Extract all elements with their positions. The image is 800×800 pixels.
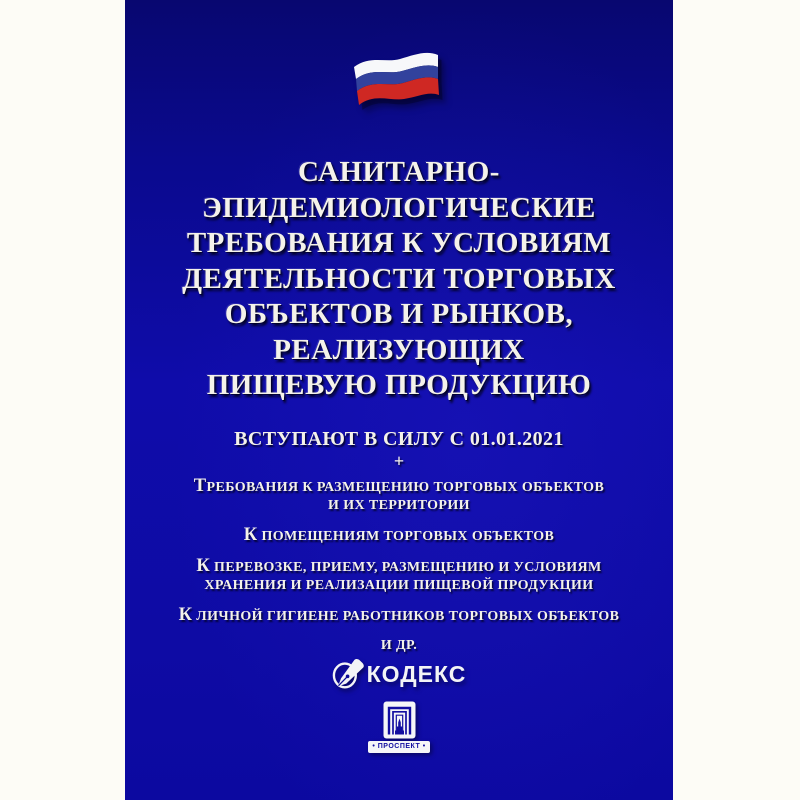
title-line: ЭПИДЕМИОЛОГИЧЕСКИЕ bbox=[202, 191, 596, 224]
title-line: ТРЕБОВАНИЯ К УСЛОВИЯМ bbox=[186, 227, 612, 259]
title-line: РЕАЛИЗУЮЩИХ bbox=[273, 333, 525, 366]
title-line: ДЕЯТЕЛЬНОСТИ ТОРГОВЫХ bbox=[182, 262, 616, 295]
contents-line: ТРЕБОВАНИЯ К РАЗМЕЩЕНИЮ ТОРГОВЫХ ОБЪЕКТОВ bbox=[193, 476, 605, 496]
kodeks-pen-icon bbox=[332, 659, 365, 690]
kodeks-label: КОДЕКС bbox=[366, 661, 467, 687]
contents-list bbox=[125, 477, 673, 666]
contents-item bbox=[125, 637, 673, 655]
effective-date: ВСТУПАЮТ В СИЛУ С 01.01.2021 bbox=[234, 428, 564, 450]
contents-line: И ДР. bbox=[380, 638, 418, 653]
contents-item bbox=[125, 557, 673, 595]
contents-item bbox=[125, 526, 673, 546]
prospekt-emblem-icon bbox=[383, 701, 416, 739]
book-cover bbox=[125, 0, 673, 800]
prospekt-publisher-logo bbox=[125, 701, 673, 753]
contents-line: ХРАНЕНИЯ И РЕАЛИЗАЦИИ ПИЩЕВОЙ ПРОДУКЦИИ bbox=[204, 578, 594, 593]
contents-line: К ПОМЕЩЕНИЯМ ТОРГОВЫХ ОБЪЕКТОВ bbox=[243, 525, 555, 545]
title-line: ПИЩЕВУЮ ПРОДУКЦИЮ bbox=[206, 369, 592, 401]
contents-item bbox=[125, 477, 673, 515]
plus-separator: + bbox=[393, 451, 405, 471]
contents-line: К ПЕРЕВОЗКЕ, ПРИЕМУ, РАЗМЕЩЕНИЮ И УСЛОВИЯМ bbox=[196, 556, 602, 576]
contents-line: И ИХ ТЕРРИТОРИИ bbox=[328, 498, 470, 513]
kodeks-publisher-logo bbox=[125, 659, 673, 690]
book-title bbox=[125, 155, 673, 404]
russia-flag-icon bbox=[347, 46, 447, 112]
title-line: САНИТАРНО- bbox=[298, 156, 500, 188]
prospekt-label: • ПРОСПЕКТ • bbox=[368, 741, 429, 753]
contents-item bbox=[125, 606, 673, 626]
contents-line: К ЛИЧНОЙ ГИГИЕНЕ РАБОТНИКОВ ТОРГОВЫХ ОБЪЕКТОВ bbox=[178, 605, 620, 625]
title-line: ОБЪЕКТОВ И РЫНКОВ, bbox=[224, 298, 574, 330]
